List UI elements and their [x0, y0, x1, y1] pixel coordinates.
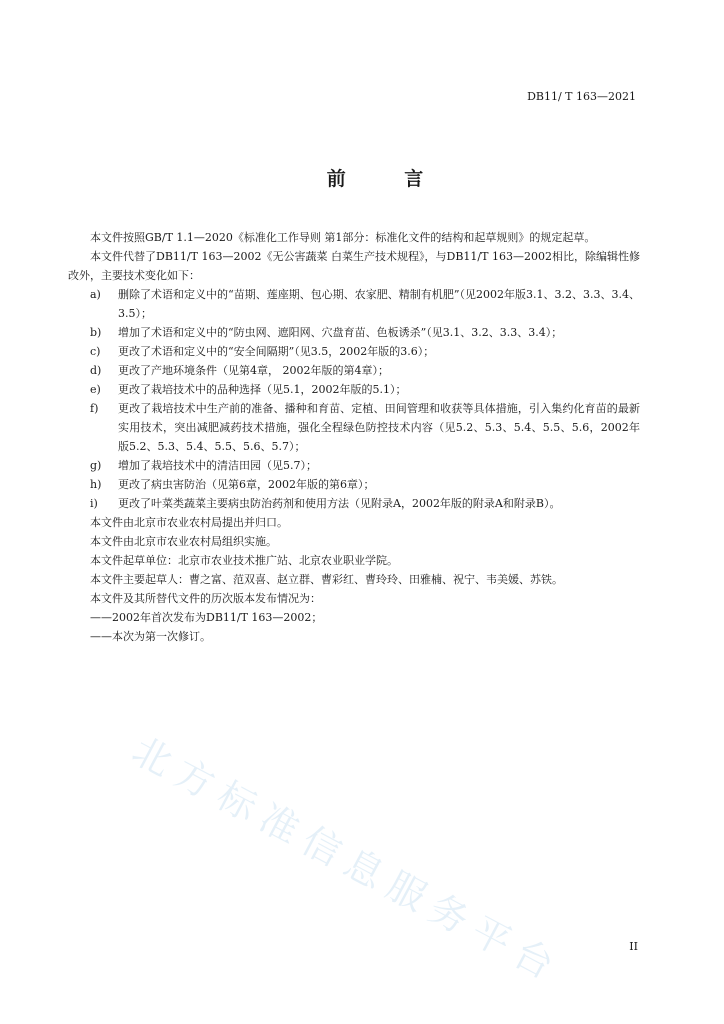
list-item-text: 增加了术语和定义中的“防虫网、遮阳网、穴盘育苗、色板诱杀”（见3.1、3.2、3.3、3.4）； — [118, 326, 563, 339]
list-item — [68, 323, 640, 342]
list-item-text: 更改了叶菜类蔬菜主要病虫防治药剂和使用方法（见附录A，2002年版的附录A和附录B）。 — [118, 497, 561, 510]
paragraph-replacement: 本文件代替了DB11/T 163—2002《无公害蔬菜 白菜生产技术规程》，与DB11/T 163—2002相比，除编辑性修改外，主要技术变化如下： — [68, 250, 640, 282]
list-marker: h) — [90, 478, 102, 491]
list-item — [68, 399, 640, 456]
list-item — [68, 380, 640, 399]
change-list — [68, 285, 640, 513]
list-marker: g) — [90, 459, 102, 472]
list-item — [68, 361, 640, 380]
standard-code-header: DB11/ T 163—2021 — [527, 90, 636, 103]
list-marker: c) — [90, 345, 101, 358]
list-item-text: 删除了术语和定义中的“苗期、莲座期、包心期、农家肥、精制有机肥”（见2002年版3.1、3.2、3.3、3.4、3.5）； — [118, 288, 640, 320]
paragraph-proposer: 本文件由北京市农业农村局提出并归口。 — [90, 516, 288, 529]
list-marker: d) — [90, 364, 102, 377]
page-title: 前 言 — [326, 168, 450, 190]
paragraph-organizer: 本文件由北京市农业农村局组织实施。 — [90, 535, 277, 548]
list-marker: b) — [90, 326, 102, 339]
paragraph-drafters: 本文件主要起草人：曹之富、范双喜、赵立群、曹彩红、曹玲玲、田雅楠、祝宁、韦美媛、苏铁。 — [90, 573, 563, 586]
list-item-text: 更改了栽培技术中生产前的准备、播种和育苗、定植、田间管理和收获等具体措施，引入集约化育苗的最新实用技术，突出减肥减药技术措施，强化全程绿色防控技术内容（见5.2、5.3、5.4、5.5、5.6，2002年版5.2、5.3、5.4、5.5、5.6、5.7）； — [118, 402, 640, 453]
list-marker: a) — [90, 288, 101, 301]
paragraph-drafting-units: 本文件起草单位：北京市农业技术推广站、北京农业职业学院。 — [90, 554, 398, 567]
list-item-text: 增加了栽培技术中的清洁田园（见5.7）； — [118, 459, 317, 472]
list-item — [68, 342, 640, 361]
list-item-text: 更改了术语和定义中的“安全间隔期”（见3.5，2002年版的3.6）； — [118, 345, 435, 358]
list-marker: f) — [90, 402, 99, 415]
watermark-text: 北方标准信息服务平台 — [125, 727, 570, 993]
list-item — [68, 285, 640, 323]
list-item — [68, 475, 640, 494]
list-item-text: 更改了栽培技术中的品种选择（见5.1，2002年版的5.1）； — [118, 383, 407, 396]
list-item-text: 更改了产地环境条件（见第4章， 2002年版的第4章）； — [118, 364, 389, 377]
page-number: II — [629, 940, 638, 953]
history-line-current: ——本次为第一次修订。 — [90, 630, 211, 643]
paragraph-history-intro: 本文件及其所替代文件的历次版本发布情况为： — [90, 592, 321, 605]
document-body — [68, 228, 640, 646]
paragraph-basis: 本文件按照GB/T 1.1—2020《标准化工作导则 第1部分：标准化文件的结构和起草规则》的规定起草。 — [90, 231, 596, 244]
list-marker: e) — [90, 383, 101, 396]
history-line-first: ——2002年首次发布为DB11/T 163—2002； — [90, 611, 323, 624]
list-item-text: 更改了病虫害防治（见第6章，2002年版的第6章）； — [118, 478, 375, 491]
list-item — [68, 456, 640, 475]
list-item — [68, 494, 640, 513]
list-marker: i) — [90, 497, 98, 510]
